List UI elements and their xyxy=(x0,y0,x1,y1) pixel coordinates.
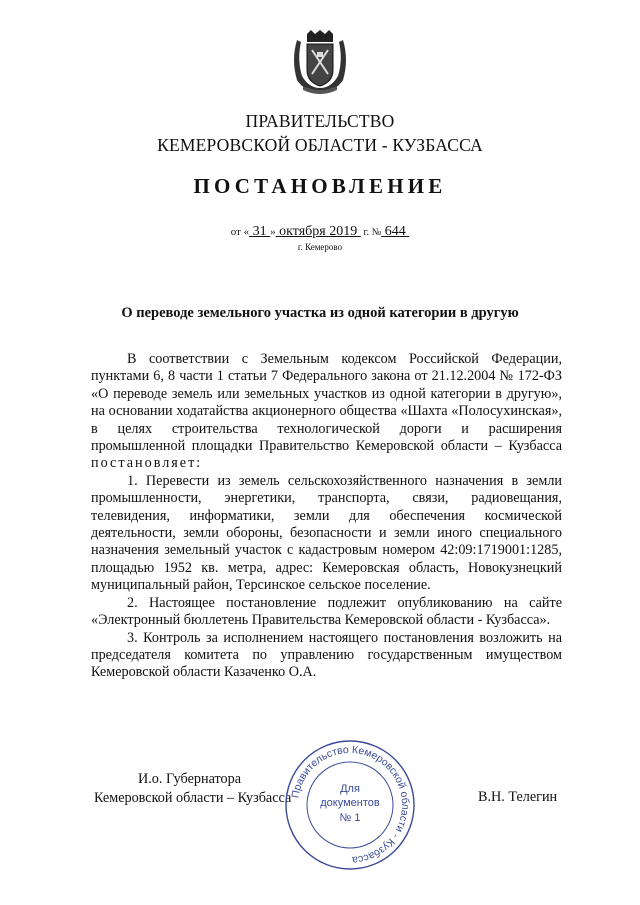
stamp-ring-text: Правительство Кемеровской области - Кузбасса xyxy=(289,743,412,867)
stamp-center-line1: Для xyxy=(340,783,360,795)
coat-of-arms-icon xyxy=(291,30,349,96)
org-name-line2: КЕМЕРОВСКОЙ ОБЛАСТИ - КУЗБАССА xyxy=(157,135,483,155)
document-heading: О переводе земельного участка из одной категории в другую xyxy=(121,305,519,321)
signatory-title xyxy=(94,770,291,808)
date-month-year: октября 2019 xyxy=(279,224,358,239)
city: г. Кемерово xyxy=(297,242,343,252)
date-mid: » xyxy=(270,226,276,238)
number-prefix: № xyxy=(371,227,382,238)
date-prefix: от « xyxy=(230,226,250,238)
year-suffix: г. xyxy=(363,227,369,238)
paragraph-item-1: 1. Перевести из земель сельскохозяйственного назначения в земли промышленности, энергетики, транспорта, связи, радиовещания, телевидения, информатики, земли для обеспечения космической деятельности, земли обороны, безопасности и земли иного специального назначения земельный участок с кадастровым номером 42:09:1719001:1285, площадью 1952 кв. метра, адрес: Кемеровская область, Новокузнецкий муниципальный район, Терсинское сельское поселение. xyxy=(91,472,562,594)
official-stamp xyxy=(283,738,417,872)
signatory-title-line1: И.о. Губернатора xyxy=(138,771,241,787)
paragraph-preamble: В соответствии с Земельным кодексом Российской Федерации, пунктами 6, 8 части 1 статьи 7 Федерального закона от 21.12.2004 № 172-ФЗ «О переводе земель или земельных участков из одной категории в другую», на основании ходатайства акционерного общества «Шахта «Полосухинская», в целях строительства технологической дороги и расширения промышленной площадки Правительство Кемеровской области – Кузбасса постановляет: xyxy=(91,351,562,472)
date-day: 31 xyxy=(252,224,267,239)
document-type-title: ПОСТАНОВЛЕНИЕ xyxy=(193,174,447,198)
org-name-line1: ПРАВИТЕЛЬСТВО xyxy=(245,111,395,131)
signatory-title-line2: Кемеровской области – Кузбасса xyxy=(94,790,292,806)
document-body xyxy=(91,351,562,682)
document-number: 644 xyxy=(384,224,406,239)
date-number-line xyxy=(0,224,640,240)
stamp-center-line3: № 1 xyxy=(339,812,361,824)
paragraph-item-3: 3. Контроль за исполнением настоящего постановления возложить на председателя комитета по управлению государственным имуществом Кемеровской области Казаченко О.А. xyxy=(91,629,562,681)
paragraph-item-2: 2. Настоящее постановление подлежит опубликованию на сайте «Электронный бюллетень Правительства Кемеровской области - Кузбасса». xyxy=(91,594,562,629)
stamp-center-line2: документов xyxy=(320,797,380,809)
signatory-name: В.Н. Телегин xyxy=(478,789,558,805)
